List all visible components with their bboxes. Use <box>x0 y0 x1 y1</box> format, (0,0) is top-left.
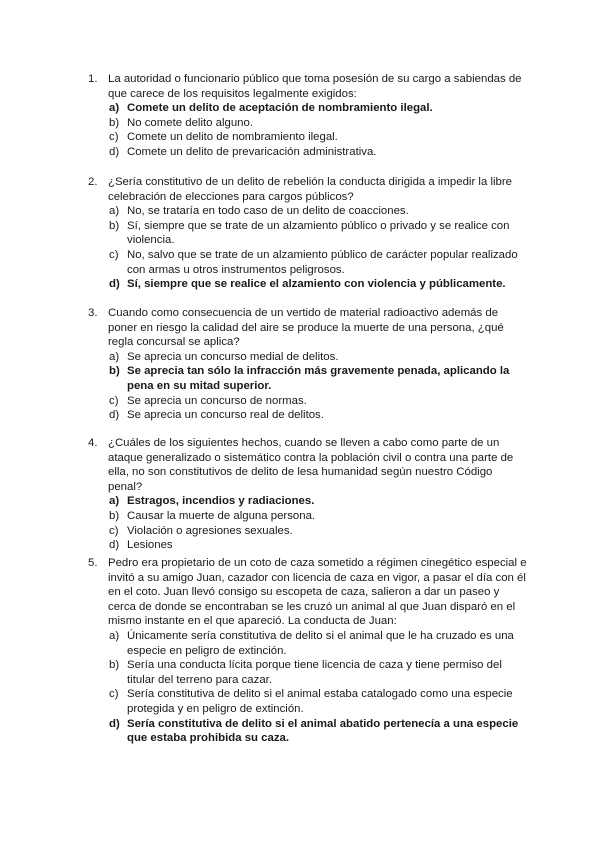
option-text: No, salvo que se trate de un alzamiento público de carácter popular realizado con armas u otros instrumentos peligrosos. <box>127 248 518 276</box>
option-b <box>108 116 528 131</box>
option-d <box>108 717 528 746</box>
option-letter: c) <box>109 524 119 537</box>
question-2 <box>88 175 528 292</box>
question-3 <box>88 306 528 423</box>
options-list <box>108 629 528 746</box>
option-a <box>108 629 528 658</box>
option-b <box>108 219 528 248</box>
option-b <box>108 364 528 393</box>
question-5 <box>88 556 528 746</box>
option-a <box>108 350 528 365</box>
option-b <box>108 658 528 687</box>
question-number: 3. <box>88 307 98 319</box>
option-c <box>108 524 528 539</box>
options-list <box>108 494 528 552</box>
option-letter: b) <box>109 365 120 378</box>
option-letter: b) <box>109 116 120 129</box>
option-c <box>108 394 528 409</box>
option-letter: d) <box>109 278 120 291</box>
option-a <box>108 204 528 219</box>
option-d <box>108 145 528 160</box>
option-text: Estragos, incendios y radiaciones. <box>127 495 315 508</box>
option-text: Se aprecia un concurso medial de delitos. <box>127 350 339 363</box>
option-text: Comete un delito de prevaricación administrativa. <box>127 145 377 158</box>
option-letter: a) <box>109 495 120 508</box>
option-text: Sí, siempre que se realice el alzamiento con violencia y públicamente. <box>127 278 506 291</box>
option-letter: d) <box>109 145 120 158</box>
option-text: No, se trataría en todo caso de un delito de coacciones. <box>127 205 409 218</box>
option-letter: c) <box>109 248 119 261</box>
option-c <box>108 130 528 145</box>
option-d <box>108 277 528 292</box>
option-a <box>108 494 528 509</box>
options-list <box>108 204 528 292</box>
option-letter: a) <box>109 629 120 642</box>
question-1 <box>88 72 528 160</box>
option-letter: a) <box>109 205 120 218</box>
option-b <box>108 509 528 524</box>
option-a <box>108 101 528 116</box>
option-text: Sería una conducta lícita porque tiene licencia de caza y tiene permiso del titular del terreno para cazar. <box>127 659 502 686</box>
option-text: Únicamente sería constitutiva de delito si el animal que le ha cruzado es una especie en peligro de extinción. <box>127 629 514 657</box>
option-letter: d) <box>109 539 120 552</box>
option-text: Lesiones <box>127 539 173 552</box>
option-letter: b) <box>109 659 120 672</box>
option-text: No comete delito alguno. <box>127 116 254 129</box>
option-d <box>108 408 528 423</box>
option-letter: c) <box>109 131 119 144</box>
option-text: Comete un delito de nombramiento ilegal. <box>127 131 338 144</box>
option-letter: c) <box>109 394 119 407</box>
question-number: 4. <box>88 437 98 449</box>
question-number: 2. <box>88 176 98 188</box>
question-text: ¿Sería constitutivo de un delito de rebelión la conducta dirigida a impedir la libre celebración de elecciones para cargos públicos? <box>108 176 512 203</box>
question-text: Cuando como consecuencia de un vertido de material radioactivo además de poner en riesgo la calidad del aire se produce la muerte de una persona, ¿qué regla concursal se aplica? <box>108 307 504 349</box>
question-text: Pedro era propietario de un coto de caza sometido a régimen cinegético especial e invitó a su amigo Juan, cazador con licencia de caza en vigor, a pasar el día con él en el coto. Juan llevó consigo su escopeta de caza, salieron a dar un paseo y cerca de donde se encontraban se les cruzó un animal al que Juan disparó en el mismo instante en el que apareció. La conducta de Juan: <box>108 557 527 628</box>
option-text: Sería constitutiva de delito si el animal estaba catalogado como una especie protegida y en peligro de extinción. <box>127 688 513 715</box>
option-letter: a) <box>109 102 120 115</box>
question-text: ¿Cuáles de los siguientes hechos, cuando se lleven a cabo como parte de un ataque generalizado o sistemático contra la población civil o contra una parte de ella, no son constitutivos de delito de lesa humanidad según nuestro Código penal? <box>108 437 514 493</box>
option-c <box>108 687 528 716</box>
question-text: La autoridad o funcionario público que toma posesión de su cargo a sabiendas de que carece de los requisitos legalmente exigidos: <box>108 73 522 100</box>
question-4 <box>88 436 528 553</box>
option-text: Sería constitutiva de delito si el animal abatido pertenecía a una especie que estaba prohibida su caza. <box>127 717 519 745</box>
option-letter: d) <box>109 717 120 730</box>
question-number: 5. <box>88 557 98 569</box>
option-text: Causar la muerte de alguna persona. <box>127 509 316 522</box>
option-letter: b) <box>109 219 120 232</box>
option-text: Se aprecia un concurso de normas. <box>127 394 307 407</box>
option-letter: c) <box>109 688 119 701</box>
option-text: Violación o agresiones sexuales. <box>127 524 293 537</box>
option-c <box>108 248 528 277</box>
option-text: Comete un delito de aceptación de nombramiento ilegal. <box>127 102 433 115</box>
options-list <box>108 350 528 423</box>
option-letter: b) <box>109 509 120 522</box>
option-d <box>108 538 528 553</box>
option-text: Se aprecia un concurso real de delitos. <box>127 409 324 422</box>
question-number: 1. <box>88 73 98 85</box>
option-text: Se aprecia tan sólo la infracción más gravemente penada, aplicando la pena en su mitad superior. <box>127 365 510 392</box>
options-list <box>108 101 528 159</box>
option-text: Sí, siempre que se trate de un alzamiento público o privado y se realice con violencia. <box>127 219 510 247</box>
option-letter: a) <box>109 350 120 363</box>
option-letter: d) <box>109 409 120 422</box>
